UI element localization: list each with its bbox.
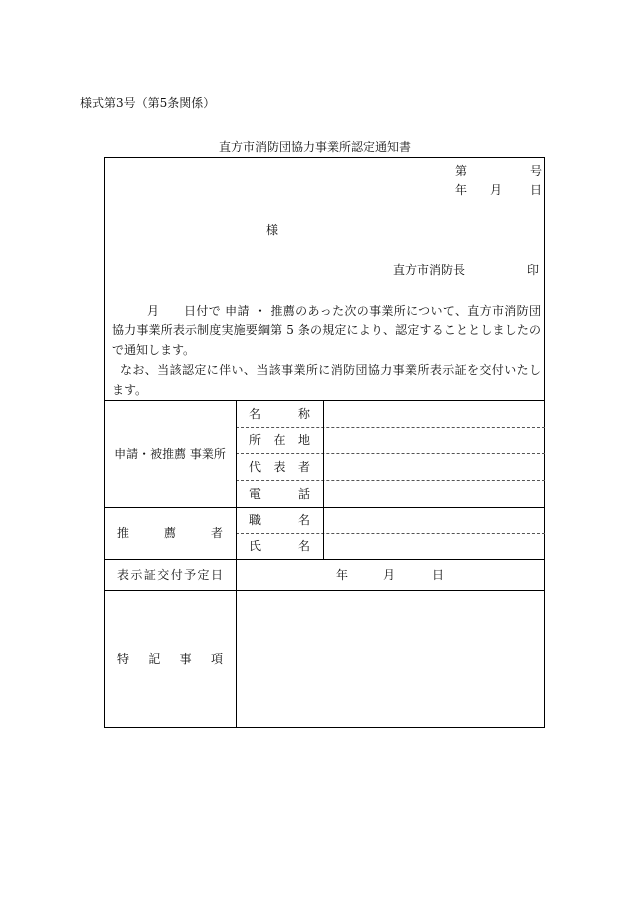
field-label-address: 所 在 地 [249,433,310,447]
issue-date-label-cell [104,559,236,590]
header-date-year: 年 [455,183,468,197]
field-label-cell-address [236,427,323,453]
field-value-person-name [323,533,545,559]
field-label-cell-name [236,400,323,427]
addressee-honorific: 様 [266,223,279,237]
field-label-phone: 電 話 [249,486,310,501]
document-title: 直方市消防団協力事業所認定通知書 [218,140,411,154]
field-value-name [323,400,545,427]
body-line-1: 月 日付で 申請 ・ 推薦のあった次の事業所について、直方市消防団 [147,304,541,318]
remarks-label: 特 記 事 項 [117,652,223,666]
header-date-month: 月 [490,183,503,197]
issue-date-month: 月 [383,568,396,582]
body-line-3: で通知します。 [112,343,196,357]
form-number: 様式第3号（第5条関係） [80,96,216,110]
field-value-job-title [323,507,545,533]
body-line-4: なお、当該認定に伴い、当該事業所に消防団協力事業所表示証を交付いたし [120,363,541,377]
issue-date-day: 日 [432,568,445,582]
issue-date-label: 表示証交付予定日 [117,567,223,582]
document-number-suffix: 号 [530,164,543,178]
field-label-cell-person-name [236,533,323,559]
field-label-job-title: 職 名 [249,513,310,527]
field-label-representative: 代 表 者 [249,459,310,474]
remarks-value-cell [236,590,545,728]
field-label-cell-representative [236,453,323,480]
field-value-representative [323,453,545,480]
applicant-label: 申請・被推薦 事業所 [114,446,226,461]
body-line-2: 協力事業所表示制度実施要綱第 5 条の規定により、認定することとしましたの [112,323,541,337]
sender-name: 直方市消防長 [393,263,466,277]
field-value-address [323,427,545,453]
recommender-label-cell [104,507,236,559]
remarks-label-cell [104,590,236,728]
seal-mark: 印 [527,263,540,277]
field-label-name: 名 称 [249,406,310,421]
field-label-cell-phone [236,480,323,507]
field-value-phone [323,480,545,507]
body-line-5: ます。 [112,383,148,397]
field-label-person-name: 氏 名 [249,539,310,553]
recommender-label: 推 薦 者 [117,526,223,540]
header-date-day: 日 [530,183,543,197]
issue-date-year: 年 [336,568,349,582]
applicant-label-cell [104,400,236,507]
field-label-cell-job-title [236,507,323,533]
document-number-prefix: 第 [455,164,468,178]
